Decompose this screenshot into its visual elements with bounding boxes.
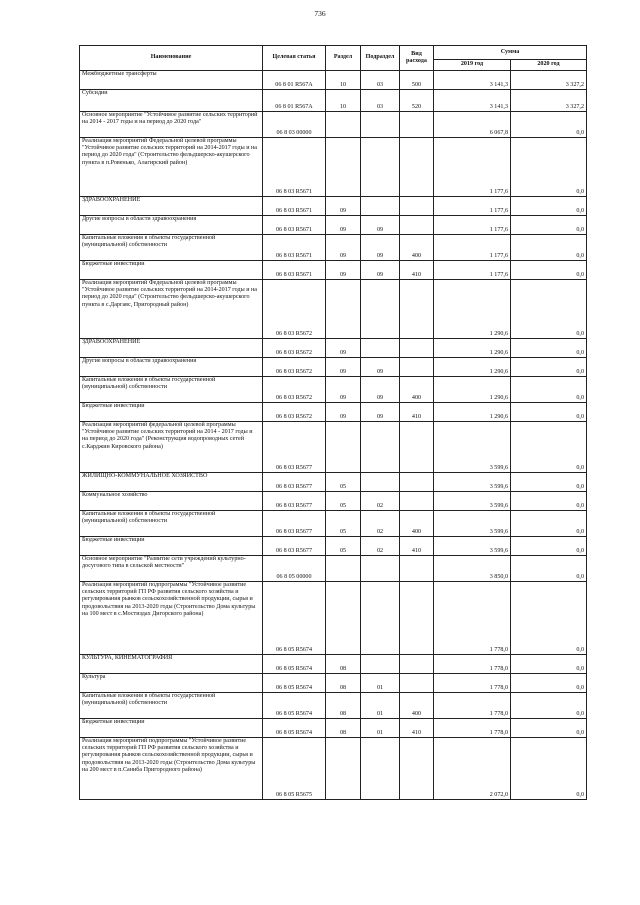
cell-expense-type: 400 — [400, 235, 434, 261]
cell-target-code: 06 8 03 R5677 — [263, 422, 326, 473]
cell-target-code: 06 8 03 R5677 — [263, 511, 326, 537]
table-row — [80, 403, 587, 422]
page-number: 736 — [314, 9, 326, 18]
table-row — [80, 537, 587, 556]
cell-sum-2019: 3 599,6 — [434, 511, 511, 537]
cell-sum-2019: 1 290,6 — [434, 339, 511, 358]
table-body — [80, 71, 587, 800]
cell-subsection — [361, 422, 400, 473]
cell-target-code: 06 8 03 R5671 — [263, 197, 326, 216]
cell-expense-type — [400, 556, 434, 582]
header-name: Наименование — [80, 46, 263, 71]
cell-expense-type — [400, 738, 434, 800]
cell-target-code: 06 8 03 R5672 — [263, 280, 326, 339]
cell-sum-2020: 0,0 — [511, 738, 587, 800]
cell-section: 08 — [326, 693, 361, 719]
cell-target-code: 06 8 03 00000 — [263, 112, 326, 138]
cell-subsection — [361, 582, 400, 655]
cell-section — [326, 582, 361, 655]
cell-sum-2019: 1 177,6 — [434, 261, 511, 280]
cell-sum-2020: 0,0 — [511, 197, 587, 216]
cell-sum-2019: 6 067,8 — [434, 112, 511, 138]
cell-subsection: 02 — [361, 492, 400, 511]
table-row — [80, 71, 587, 90]
cell-subsection: 09 — [361, 261, 400, 280]
table-row — [80, 511, 587, 537]
cell-target-code: 06 8 05 R5674 — [263, 674, 326, 693]
cell-subsection — [361, 655, 400, 674]
cell-target-code: 06 8 03 R5671 — [263, 216, 326, 235]
cell-target-code: 06 8 03 R5671 — [263, 261, 326, 280]
cell-name: Другие вопросы в области здравоохранения — [80, 358, 263, 377]
cell-sum-2019: 3 599,6 — [434, 422, 511, 473]
table-row — [80, 112, 587, 138]
cell-subsection: 02 — [361, 511, 400, 537]
cell-name: Субсидии — [80, 90, 263, 112]
table-row — [80, 235, 587, 261]
cell-sum-2019: 1 290,6 — [434, 280, 511, 339]
cell-sum-2019: 1 778,0 — [434, 719, 511, 738]
cell-subsection: 09 — [361, 358, 400, 377]
cell-sum-2019: 1 290,6 — [434, 358, 511, 377]
cell-section: 09 — [326, 261, 361, 280]
cell-name: Реализация мероприятий федеральной целевой программы "Устойчивое развитие сельских территорий на 2014 - 2017 годы и на период до 2020 года" (Реконструкция водопроводных сетей с.Карджин Кировского района) — [80, 422, 263, 473]
cell-expense-type — [400, 197, 434, 216]
cell-expense-type — [400, 358, 434, 377]
cell-target-code: 06 8 03 R5671 — [263, 138, 326, 197]
cell-name: Основное мероприятие "Устойчивое развитие сельских территорий на 2014 - 2017 годы и на период до 2020 года" — [80, 112, 263, 138]
cell-name: Капитальные вложения в объекты государственной (муниципальной) собственности — [80, 377, 263, 403]
cell-name: Другие вопросы в области здравоохранения — [80, 216, 263, 235]
cell-subsection — [361, 197, 400, 216]
cell-expense-type — [400, 280, 434, 339]
cell-target-code: 06 8 03 R5677 — [263, 492, 326, 511]
header-sum: Сумма — [434, 46, 587, 60]
cell-sum-2019: 1 778,0 — [434, 655, 511, 674]
cell-section: 05 — [326, 492, 361, 511]
cell-sum-2020: 0,0 — [511, 492, 587, 511]
cell-section: 10 — [326, 71, 361, 90]
cell-expense-type — [400, 138, 434, 197]
table-row — [80, 473, 587, 492]
cell-target-code: 06 8 05 R5674 — [263, 719, 326, 738]
cell-sum-2020: 0,0 — [511, 719, 587, 738]
cell-name: Бюджетные инвестиции — [80, 719, 263, 738]
cell-expense-type: 520 — [400, 90, 434, 112]
cell-subsection: 03 — [361, 90, 400, 112]
cell-subsection: 02 — [361, 537, 400, 556]
header-year-2019: 2019 год — [434, 60, 511, 71]
cell-target-code: 06 8 03 R5672 — [263, 377, 326, 403]
cell-section — [326, 112, 361, 138]
cell-expense-type: 410 — [400, 719, 434, 738]
cell-target-code: 06 8 03 R5672 — [263, 339, 326, 358]
table-row — [80, 719, 587, 738]
cell-sum-2020: 3 327,2 — [511, 71, 587, 90]
table-row — [80, 377, 587, 403]
cell-name: Бюджетные инвестиции — [80, 261, 263, 280]
cell-section — [326, 738, 361, 800]
cell-subsection — [361, 138, 400, 197]
cell-sum-2019: 1 177,6 — [434, 235, 511, 261]
cell-sum-2019: 1 778,0 — [434, 582, 511, 655]
cell-name: Реализация мероприятий Федеральной целевой программы "Устойчивое развитие сельских территорий на 2014-2017 годы и на период до 2020 года" (Строительство фельдшерско-акушерского пункта в с.Даргавс, Пригородный район) — [80, 280, 263, 339]
cell-sum-2019: 1 290,6 — [434, 403, 511, 422]
table-row — [80, 90, 587, 112]
cell-sum-2019: 3 599,6 — [434, 473, 511, 492]
table-row — [80, 261, 587, 280]
cell-subsection: 09 — [361, 216, 400, 235]
cell-section: 08 — [326, 655, 361, 674]
header-code: Целевая статья — [263, 46, 326, 71]
cell-name: Реализация мероприятий Федеральной целевой программы "Устойчивое развитие сельских территорий на 2014-2017 годы и на период до 2020 года" (Строительство фельдшерско-акушерского пункта в п.Ровенько, Алагирский район) — [80, 138, 263, 197]
budget-table — [79, 45, 587, 800]
table-row — [80, 693, 587, 719]
cell-sum-2020: 0,0 — [511, 377, 587, 403]
cell-section: 09 — [326, 377, 361, 403]
cell-sum-2019: 3 141,3 — [434, 71, 511, 90]
cell-target-code: 06 8 03 R5677 — [263, 473, 326, 492]
cell-expense-type: 500 — [400, 71, 434, 90]
cell-sum-2020: 3 327,2 — [511, 90, 587, 112]
cell-sum-2020: 0,0 — [511, 112, 587, 138]
cell-sum-2019: 1 177,6 — [434, 197, 511, 216]
cell-sum-2019: 3 599,6 — [434, 537, 511, 556]
cell-sum-2019: 1 177,6 — [434, 138, 511, 197]
cell-sum-2020: 0,0 — [511, 693, 587, 719]
cell-target-code: 06 8 05 R5674 — [263, 582, 326, 655]
cell-name: Коммунальное хозяйство — [80, 492, 263, 511]
cell-section: 09 — [326, 403, 361, 422]
cell-expense-type — [400, 674, 434, 693]
cell-subsection — [361, 339, 400, 358]
table-row — [80, 738, 587, 800]
header-expense-type: Вид расхода — [400, 46, 434, 71]
cell-section: 05 — [326, 473, 361, 492]
header-year-2020: 2020 год — [511, 60, 587, 71]
cell-expense-type — [400, 422, 434, 473]
cell-section: 09 — [326, 358, 361, 377]
cell-section: 05 — [326, 511, 361, 537]
table-row — [80, 358, 587, 377]
cell-target-code: 06 8 05 00000 — [263, 556, 326, 582]
cell-target-code: 06 8 05 R5675 — [263, 738, 326, 800]
cell-expense-type: 400 — [400, 693, 434, 719]
cell-expense-type — [400, 216, 434, 235]
table-row — [80, 422, 587, 473]
cell-sum-2020: 0,0 — [511, 511, 587, 537]
cell-subsection — [361, 556, 400, 582]
cell-name: Бюджетные инвестиции — [80, 403, 263, 422]
cell-name: Реализация мероприятий подпрограммы "Устойчивое развитие сельских территорий ГП РФ развития сельского хозяйства и регулирования рынков сельскохозяйственной продукции, сырья и продовольствия на 2013-2020 годы (Строительство Дома культуры на 100 мест в с.Мостиздах Дигорского района) — [80, 582, 263, 655]
cell-name: Капитальные вложения в объекты государственной (муниципальной) собственности — [80, 511, 263, 537]
cell-section: 09 — [326, 235, 361, 261]
cell-sum-2020: 0,0 — [511, 473, 587, 492]
table-row — [80, 655, 587, 674]
cell-sum-2020: 0,0 — [511, 674, 587, 693]
cell-section: 09 — [326, 197, 361, 216]
cell-sum-2019: 3 850,0 — [434, 556, 511, 582]
cell-sum-2019: 3 599,6 — [434, 492, 511, 511]
cell-sum-2020: 0,0 — [511, 537, 587, 556]
cell-sum-2020: 0,0 — [511, 339, 587, 358]
table-row — [80, 674, 587, 693]
cell-section — [326, 422, 361, 473]
cell-name: КУЛЬТУРА, КИНЕМАТОГРАФИЯ — [80, 655, 263, 674]
cell-subsection: 01 — [361, 693, 400, 719]
cell-sum-2020: 0,0 — [511, 582, 587, 655]
cell-expense-type — [400, 492, 434, 511]
cell-sum-2020: 0,0 — [511, 422, 587, 473]
table-row — [80, 556, 587, 582]
table-row — [80, 492, 587, 511]
cell-name: ЗДРАВООХРАНЕНИЕ — [80, 339, 263, 358]
cell-name: Капитальные вложения в объекты государственной (муниципальной) собственности — [80, 693, 263, 719]
cell-expense-type — [400, 112, 434, 138]
cell-sum-2020: 0,0 — [511, 655, 587, 674]
cell-sum-2020: 0,0 — [511, 216, 587, 235]
cell-section: 09 — [326, 339, 361, 358]
cell-section: 09 — [326, 216, 361, 235]
cell-section: 05 — [326, 537, 361, 556]
cell-subsection: 01 — [361, 674, 400, 693]
cell-section — [326, 556, 361, 582]
table-row — [80, 138, 587, 197]
cell-subsection — [361, 473, 400, 492]
cell-expense-type — [400, 473, 434, 492]
cell-sum-2019: 1 290,6 — [434, 377, 511, 403]
cell-name: Межбюджетные трансферты — [80, 71, 263, 90]
cell-expense-type: 410 — [400, 537, 434, 556]
cell-target-code: 06 8 05 R5674 — [263, 693, 326, 719]
cell-subsection: 09 — [361, 403, 400, 422]
cell-expense-type: 410 — [400, 261, 434, 280]
header-section: Раздел — [326, 46, 361, 71]
cell-name: Основное мероприятие "Развитие сети учреждений культурно-досугового типа в сельской местности" — [80, 556, 263, 582]
cell-subsection: 09 — [361, 235, 400, 261]
table-row — [80, 582, 587, 655]
cell-expense-type: 410 — [400, 403, 434, 422]
cell-sum-2019: 1 778,0 — [434, 674, 511, 693]
cell-sum-2019: 3 141,3 — [434, 90, 511, 112]
cell-name: Культура — [80, 674, 263, 693]
cell-subsection — [361, 738, 400, 800]
cell-subsection — [361, 280, 400, 339]
cell-target-code: 06 8 03 R5672 — [263, 403, 326, 422]
cell-name: Реализация мероприятий подпрограммы "Устойчивое развитие сельских территорий ГП РФ развития сельского хозяйства и регулирования рынков сельскохозяйственной продукции, сырья и продовольствия на 2013-2020 годы (Строительство Дома культуры на 200 мест в п.Саниба Пригородного района) — [80, 738, 263, 800]
cell-sum-2020: 0,0 — [511, 138, 587, 197]
cell-expense-type — [400, 582, 434, 655]
table-row — [80, 280, 587, 339]
cell-expense-type: 400 — [400, 377, 434, 403]
table-row — [80, 216, 587, 235]
cell-sum-2020: 0,0 — [511, 261, 587, 280]
cell-section — [326, 280, 361, 339]
cell-sum-2020: 0,0 — [511, 235, 587, 261]
cell-sum-2020: 0,0 — [511, 280, 587, 339]
cell-target-code: 06 8 03 R5672 — [263, 358, 326, 377]
cell-sum-2019: 1 177,6 — [434, 216, 511, 235]
cell-sum-2020: 0,0 — [511, 358, 587, 377]
cell-section: 08 — [326, 719, 361, 738]
cell-section — [326, 138, 361, 197]
cell-target-code: 06 8 01 R567A — [263, 90, 326, 112]
cell-name: ЖИЛИЩНО-КОММУНАЛЬНОЕ ХОЗЯЙСТВО — [80, 473, 263, 492]
cell-target-code: 06 8 03 R5677 — [263, 537, 326, 556]
cell-target-code: 06 8 03 R5671 — [263, 235, 326, 261]
cell-subsection: 03 — [361, 71, 400, 90]
table-row — [80, 339, 587, 358]
cell-sum-2020: 0,0 — [511, 403, 587, 422]
header-subsection: Подраздел — [361, 46, 400, 71]
cell-subsection: 09 — [361, 377, 400, 403]
cell-name: Бюджетные инвестиции — [80, 537, 263, 556]
cell-target-code: 06 8 01 R567A — [263, 71, 326, 90]
cell-expense-type — [400, 339, 434, 358]
cell-sum-2019: 2 072,0 — [434, 738, 511, 800]
cell-sum-2019: 1 778,0 — [434, 693, 511, 719]
cell-name: ЗДРАВООХРАНЕНИЕ — [80, 197, 263, 216]
table-row — [80, 197, 587, 216]
cell-name: Капитальные вложения в объекты государственной (муниципальной) собственности — [80, 235, 263, 261]
cell-subsection: 01 — [361, 719, 400, 738]
cell-section: 08 — [326, 674, 361, 693]
cell-subsection — [361, 112, 400, 138]
cell-expense-type — [400, 655, 434, 674]
cell-expense-type: 400 — [400, 511, 434, 537]
cell-sum-2020: 0,0 — [511, 556, 587, 582]
cell-target-code: 06 8 05 R5674 — [263, 655, 326, 674]
cell-section: 10 — [326, 90, 361, 112]
